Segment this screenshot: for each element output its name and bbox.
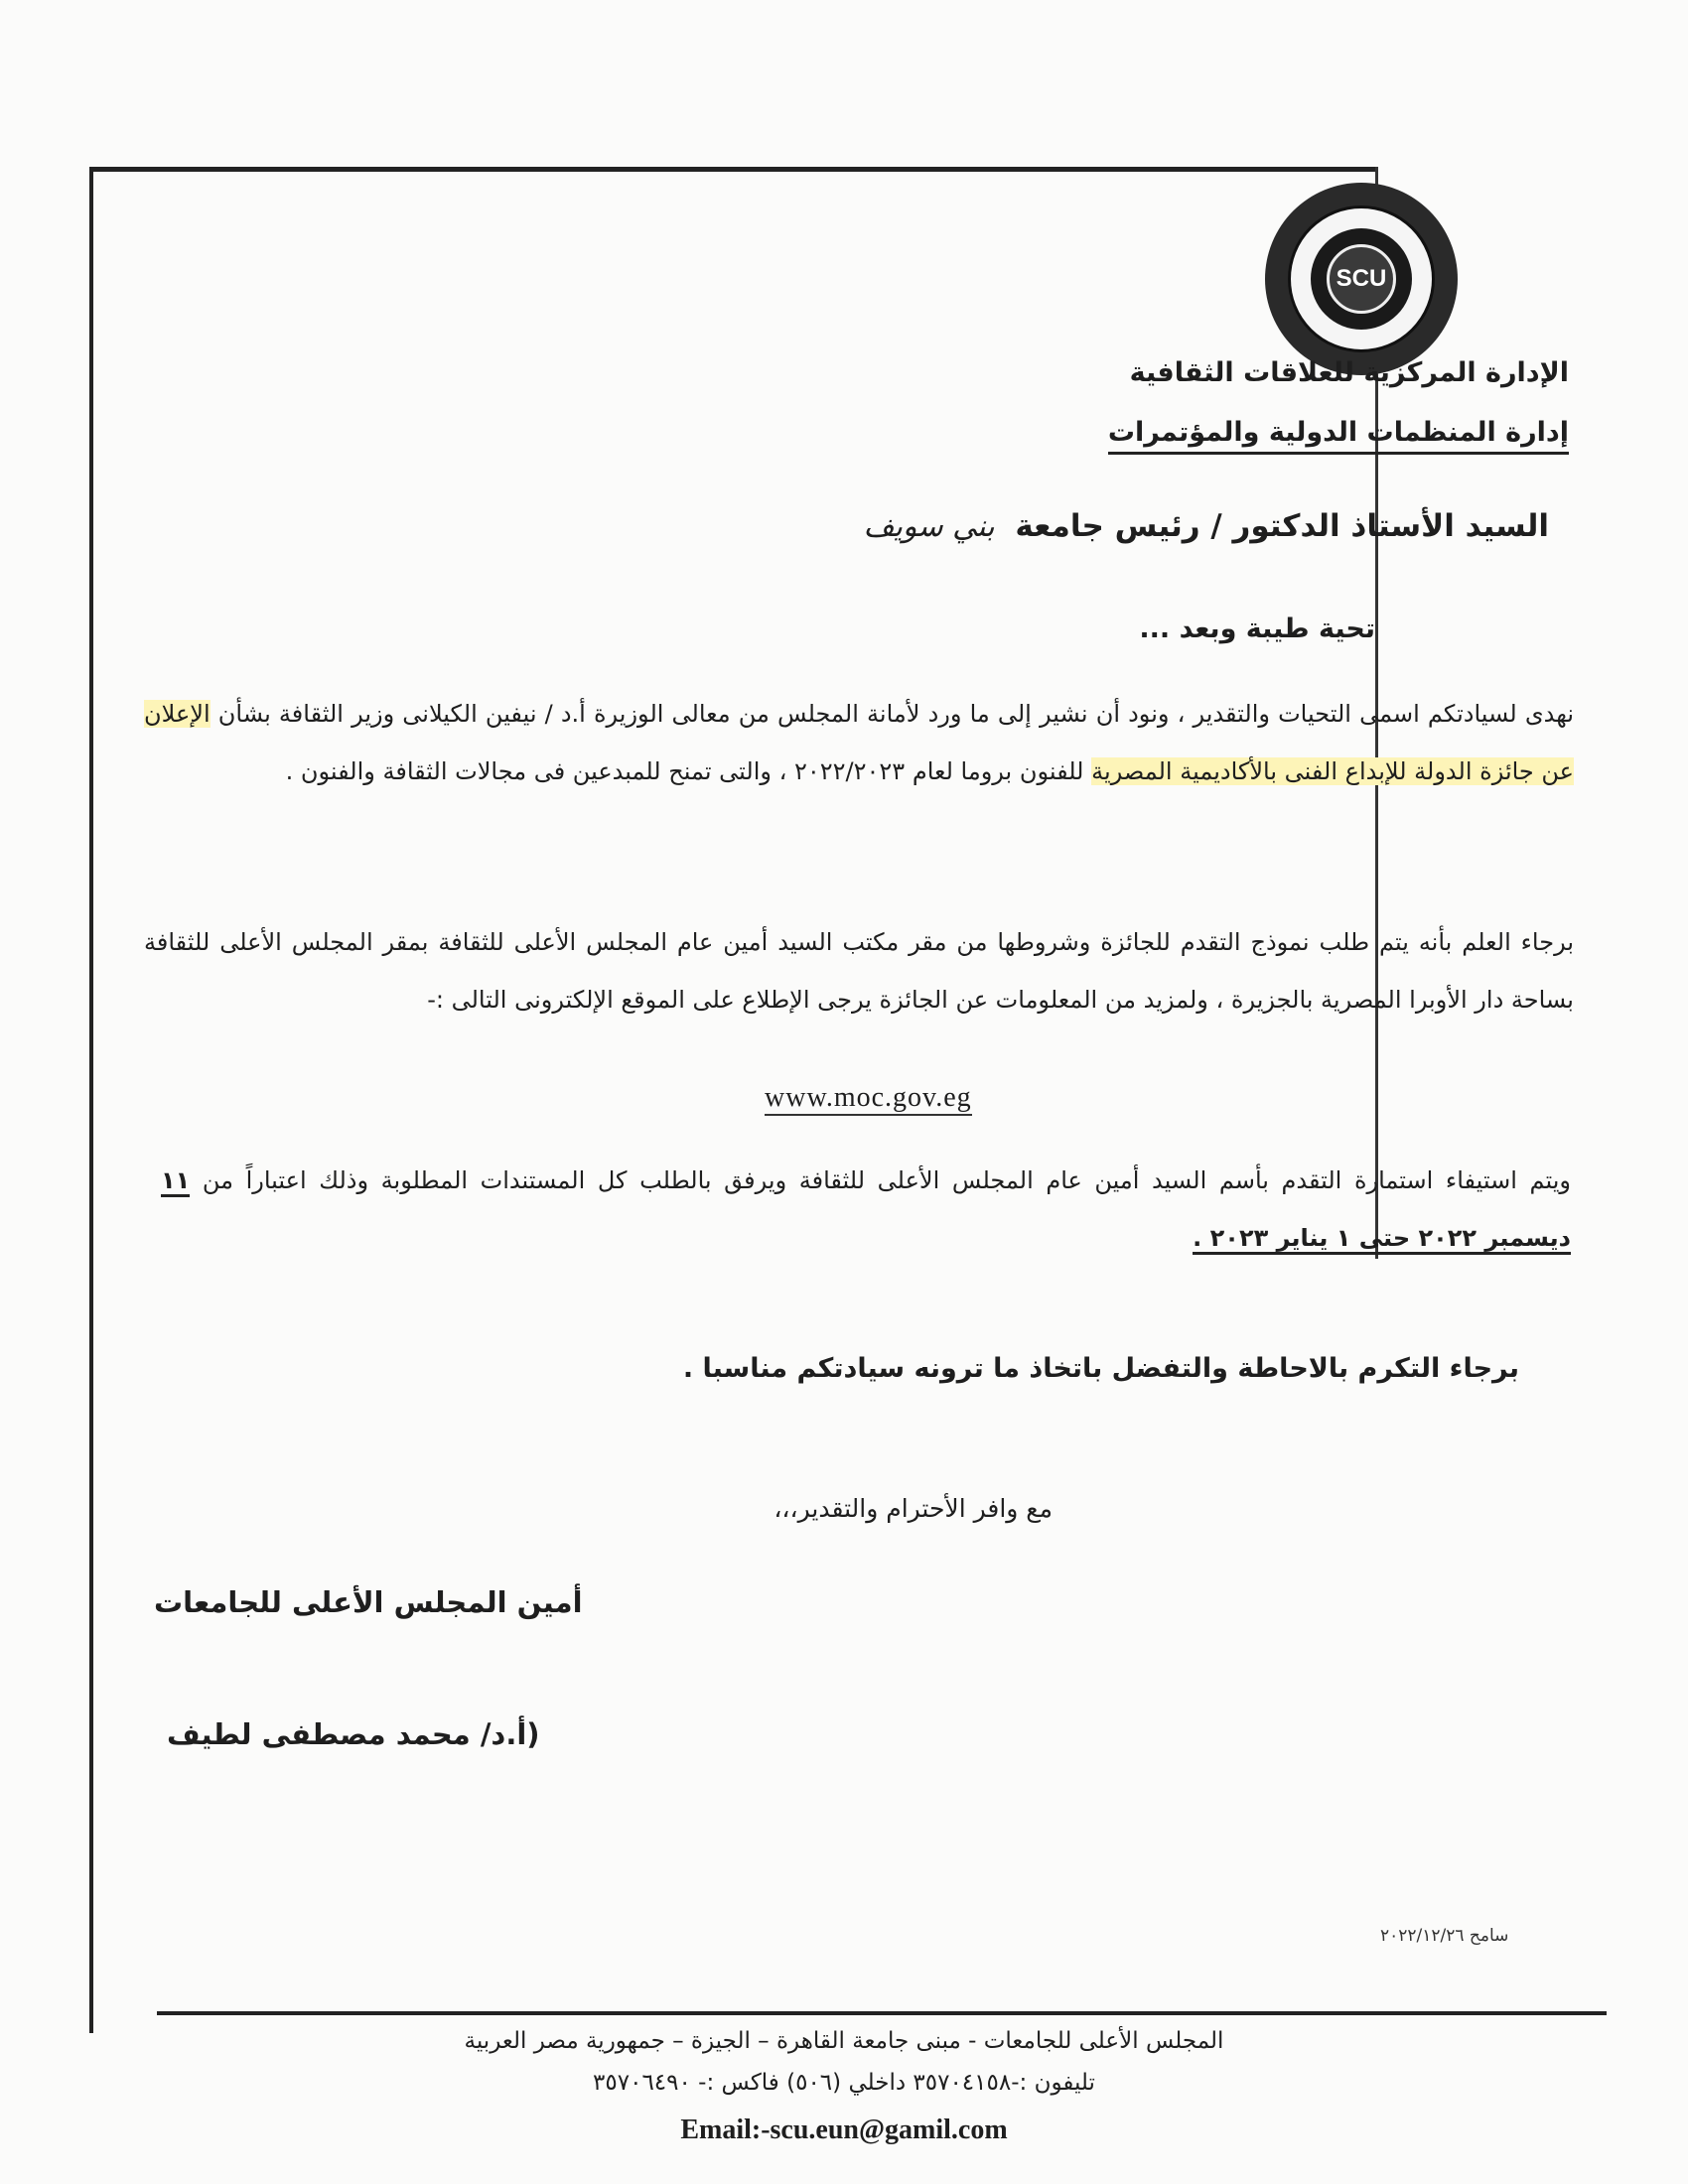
page-frame-top (89, 167, 1378, 172)
highlighted-text: الإعلان عن جائزة الدولة للإبداع الفنى بالأكاديمية المصرية (144, 700, 1574, 785)
sub-department-label: إدارة المنظمات الدولية والمؤتمرات (1108, 417, 1569, 455)
scu-logo-text: SCU (1327, 244, 1396, 314)
submission-dates: ١١ ديسمبر ٢٠٢٢ حتى ١ يناير ٢٠٢٣ . (161, 1166, 1571, 1255)
department-name: الإدارة المركزية للعلاقات الثقافية (1129, 357, 1569, 388)
closing-line: مع وافر الأحترام والتقدير،،، (774, 1494, 1053, 1523)
paragraph-announcement-start: نهدى لسيادتكم اسمى التحيات والتقدير ، ونود أن نشير إلى ما ورد لأمانة المجلس من معالى الوزيرة أ.د / نيفين الكيلانى وزير الثقافة بشأن (217, 700, 1574, 728)
greeting: تحية طيبة وبعد ... (1139, 614, 1375, 644)
footer-divider (157, 2011, 1607, 2015)
paragraph-submission (161, 1152, 1571, 1267)
paragraph-announcement (144, 685, 1574, 800)
reference-note: سامح ٢٠٢٢/١٢/٢٦ (1380, 1926, 1509, 1946)
signer-name: (أ.د/ محمد مصطفى لطيف (167, 1717, 540, 1751)
paragraph-announcement-end: للفنون بروما لعام ٢٠٢٢/٢٠٢٣ ، والتى تمنح للمبدعين فى مجالات الثقافة والفنون . (285, 757, 1084, 785)
handwritten-university-name: بني سويف (863, 509, 995, 544)
footer-phone: تليفون :-٣٥٧٠٤١٥٨ داخلي (٥٠٦) فاكس :- ٣٥٧٠٦٤٩٠ (593, 2070, 1095, 2096)
signer-title: أمين المجلس الأعلى للجامعات (154, 1585, 583, 1619)
sub-department-name (1108, 417, 1569, 448)
page-frame-left (89, 167, 93, 2033)
submission-text: ويتم استيفاء استمارة التقدم بأسم السيد أمين عام المجلس الأعلى للثقافة ويرفق بالطلب كل المستندات المطلوبة وذلك اعتباراً من (202, 1166, 1571, 1194)
addressee-line (864, 508, 1549, 544)
footer-address: المجلس الأعلى للجامعات - مبنى جامعة القاهرة – الجيزة – جمهورية مصر العربية (464, 2028, 1224, 2054)
request-line: برجاء التكرم بالاحاطة والتفضل باتخاذ ما ترونه سيادتكم مناسبا . (682, 1353, 1519, 1384)
addressee-title: السيد الأستاذ الدكتور / رئيس جامعة (1015, 508, 1549, 544)
footer-email: Email:-scu.eun@gamil.com (680, 2115, 1008, 2145)
paragraph-application-info: برجاء العلم بأنه يتم طلب نموذج التقدم للجائزة وشروطها من مقر مكتب السيد أمين عام المجلس الأعلى للثقافة بمقر المجلس الأعلى للثقافة بساحة دار الأوبرا المصرية بالجزيرة ، ولمزيد من المعلومات عن الجائزة يرجى الإطلاع على الموقع الإلكترونى التالى :- (144, 928, 1574, 1014)
website-link[interactable]: www.moc.gov.eg (765, 1082, 972, 1116)
